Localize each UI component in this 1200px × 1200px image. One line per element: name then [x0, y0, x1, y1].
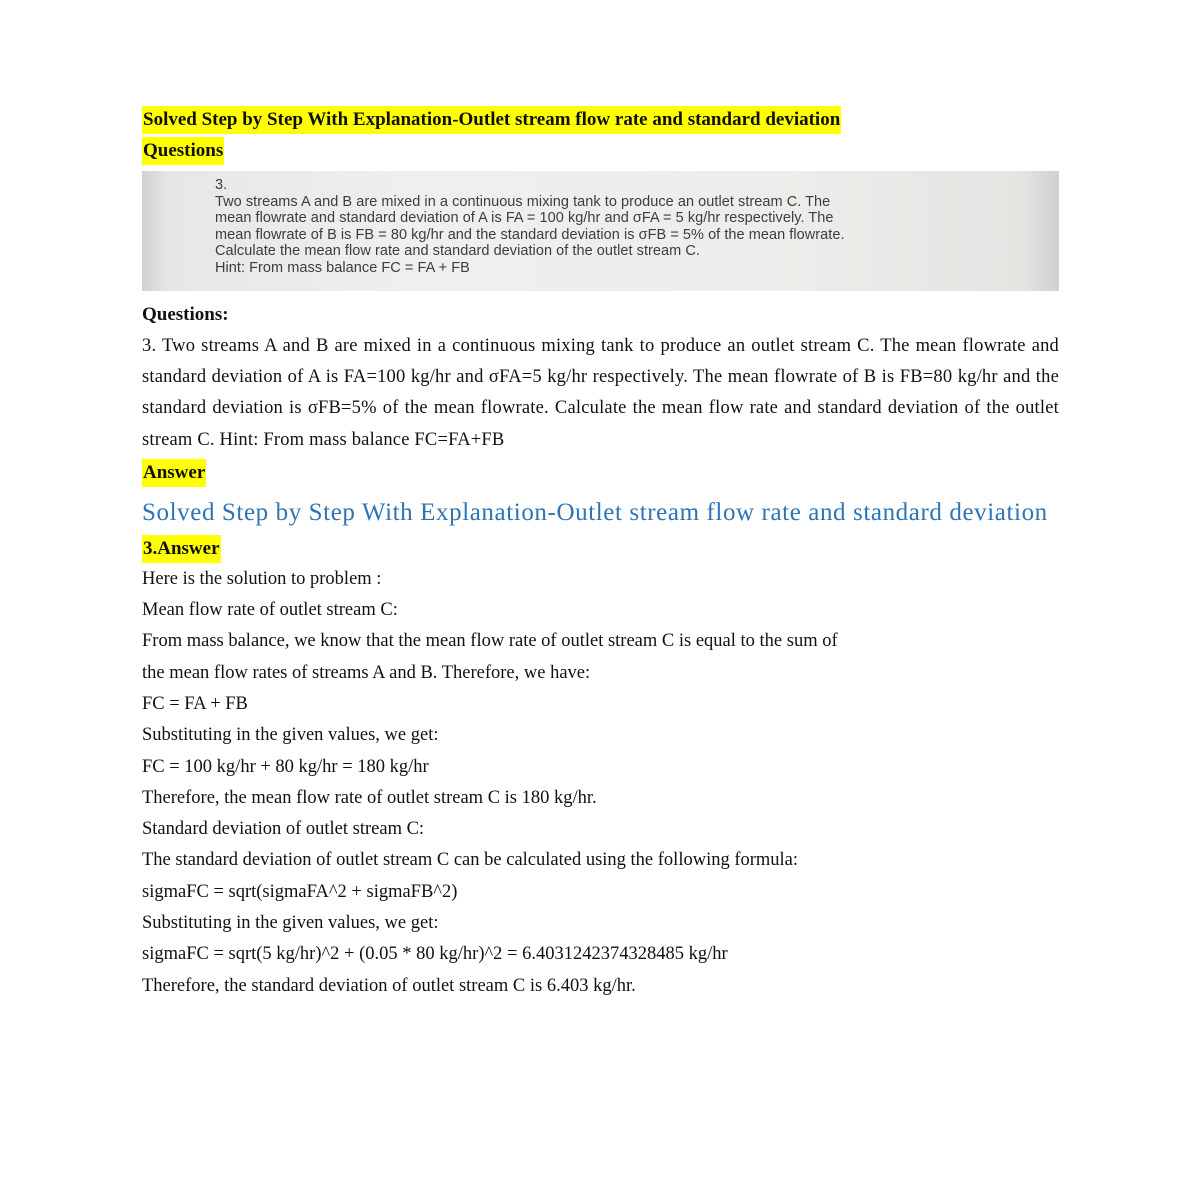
solution-line: From mass balance, we know that the mean flow rate of outlet stream C is equal to the sum of [142, 631, 838, 652]
solution-line: The standard deviation of outlet stream C can be calculated using the following formula: [142, 850, 799, 871]
questions-heading: Questions: [142, 304, 229, 325]
question-text: 3. Two streams A and B are mixed in a continuous mixing tank to produce an outlet stream C. The mean flowrate and standard deviation of A is FA=100 kg/hr and σFA=5 kg/hr respectively. The mean flowrate of B is FB=80 kg/hr and the standard deviation is σFB=5% of the mean flowrate. Calculate the mean flow rate and standard deviation of the outlet stream C. Hint: From mass balance FC=FA+FB [142, 336, 1059, 450]
photo-line: Hint: From mass balance FC = FA + FB [215, 259, 470, 276]
questions-row [142, 136, 1059, 166]
photo-line: mean flowrate of B is FB = 80 kg/hr and the standard deviation is σFB = 5% of the mean flowrate. [215, 226, 845, 243]
solution-line: Substituting in the given values, we get: [142, 725, 439, 746]
solution-line: Mean flow rate of outlet stream C: [142, 600, 398, 621]
solution-line: sigmaFC = sqrt(sigmaFA^2 + sigmaFB^2) [142, 881, 458, 902]
answer3-label: 3.Answer [142, 535, 221, 563]
photo-line: mean flowrate and standard deviation of A is FA = 100 kg/hr and σFA = 5 kg/hr respectively. The [215, 210, 834, 226]
solution-line: FC = FA + FB [142, 694, 248, 714]
answer-label: Answer [142, 459, 206, 487]
solution-line: sigmaFC = sqrt(5 kg/hr)^2 + (0.05 * 80 kg/hr)^2 = 6.4031242374328485 kg/hr [142, 944, 728, 965]
solution-heading: Solved Step by Step With Explanation-Outlet stream flow rate and standard deviation [142, 498, 1048, 526]
title-row [142, 104, 1059, 136]
solution-line: FC = 100 kg/hr + 80 kg/hr = 180 kg/hr [142, 756, 429, 777]
answer3-row [142, 534, 1059, 564]
solution-line: Therefore, the standard deviation of outlet stream C is 6.403 kg/hr. [142, 975, 636, 996]
question-photo [142, 171, 1059, 291]
questions-label: Questions [142, 137, 224, 165]
question-photo-text [215, 177, 1015, 276]
answer-row [142, 458, 1059, 488]
solution-line: Therefore, the mean flow rate of outlet stream C is 180 kg/hr. [142, 787, 597, 808]
solution-line: the mean flow rates of streams A and B. Therefore, we have: [142, 662, 591, 683]
document-title: Solved Step by Step With Explanation-Outlet stream flow rate and standard deviation [142, 106, 841, 134]
photo-line: Two streams A and B are mixed in a continuous mixing tank to produce an outlet stream C. The [215, 193, 831, 210]
solution-line: Standard deviation of outlet stream C: [142, 819, 425, 840]
solution-body [142, 564, 1059, 1002]
solution-line: Here is the solution to problem : [142, 568, 382, 589]
photo-line: 3. [215, 177, 228, 193]
solution-line: Substituting in the given values, we get: [142, 913, 439, 934]
photo-line: Calculate the mean flow rate and standard deviation of the outlet stream C. [215, 243, 700, 259]
document-content [142, 104, 1059, 1002]
